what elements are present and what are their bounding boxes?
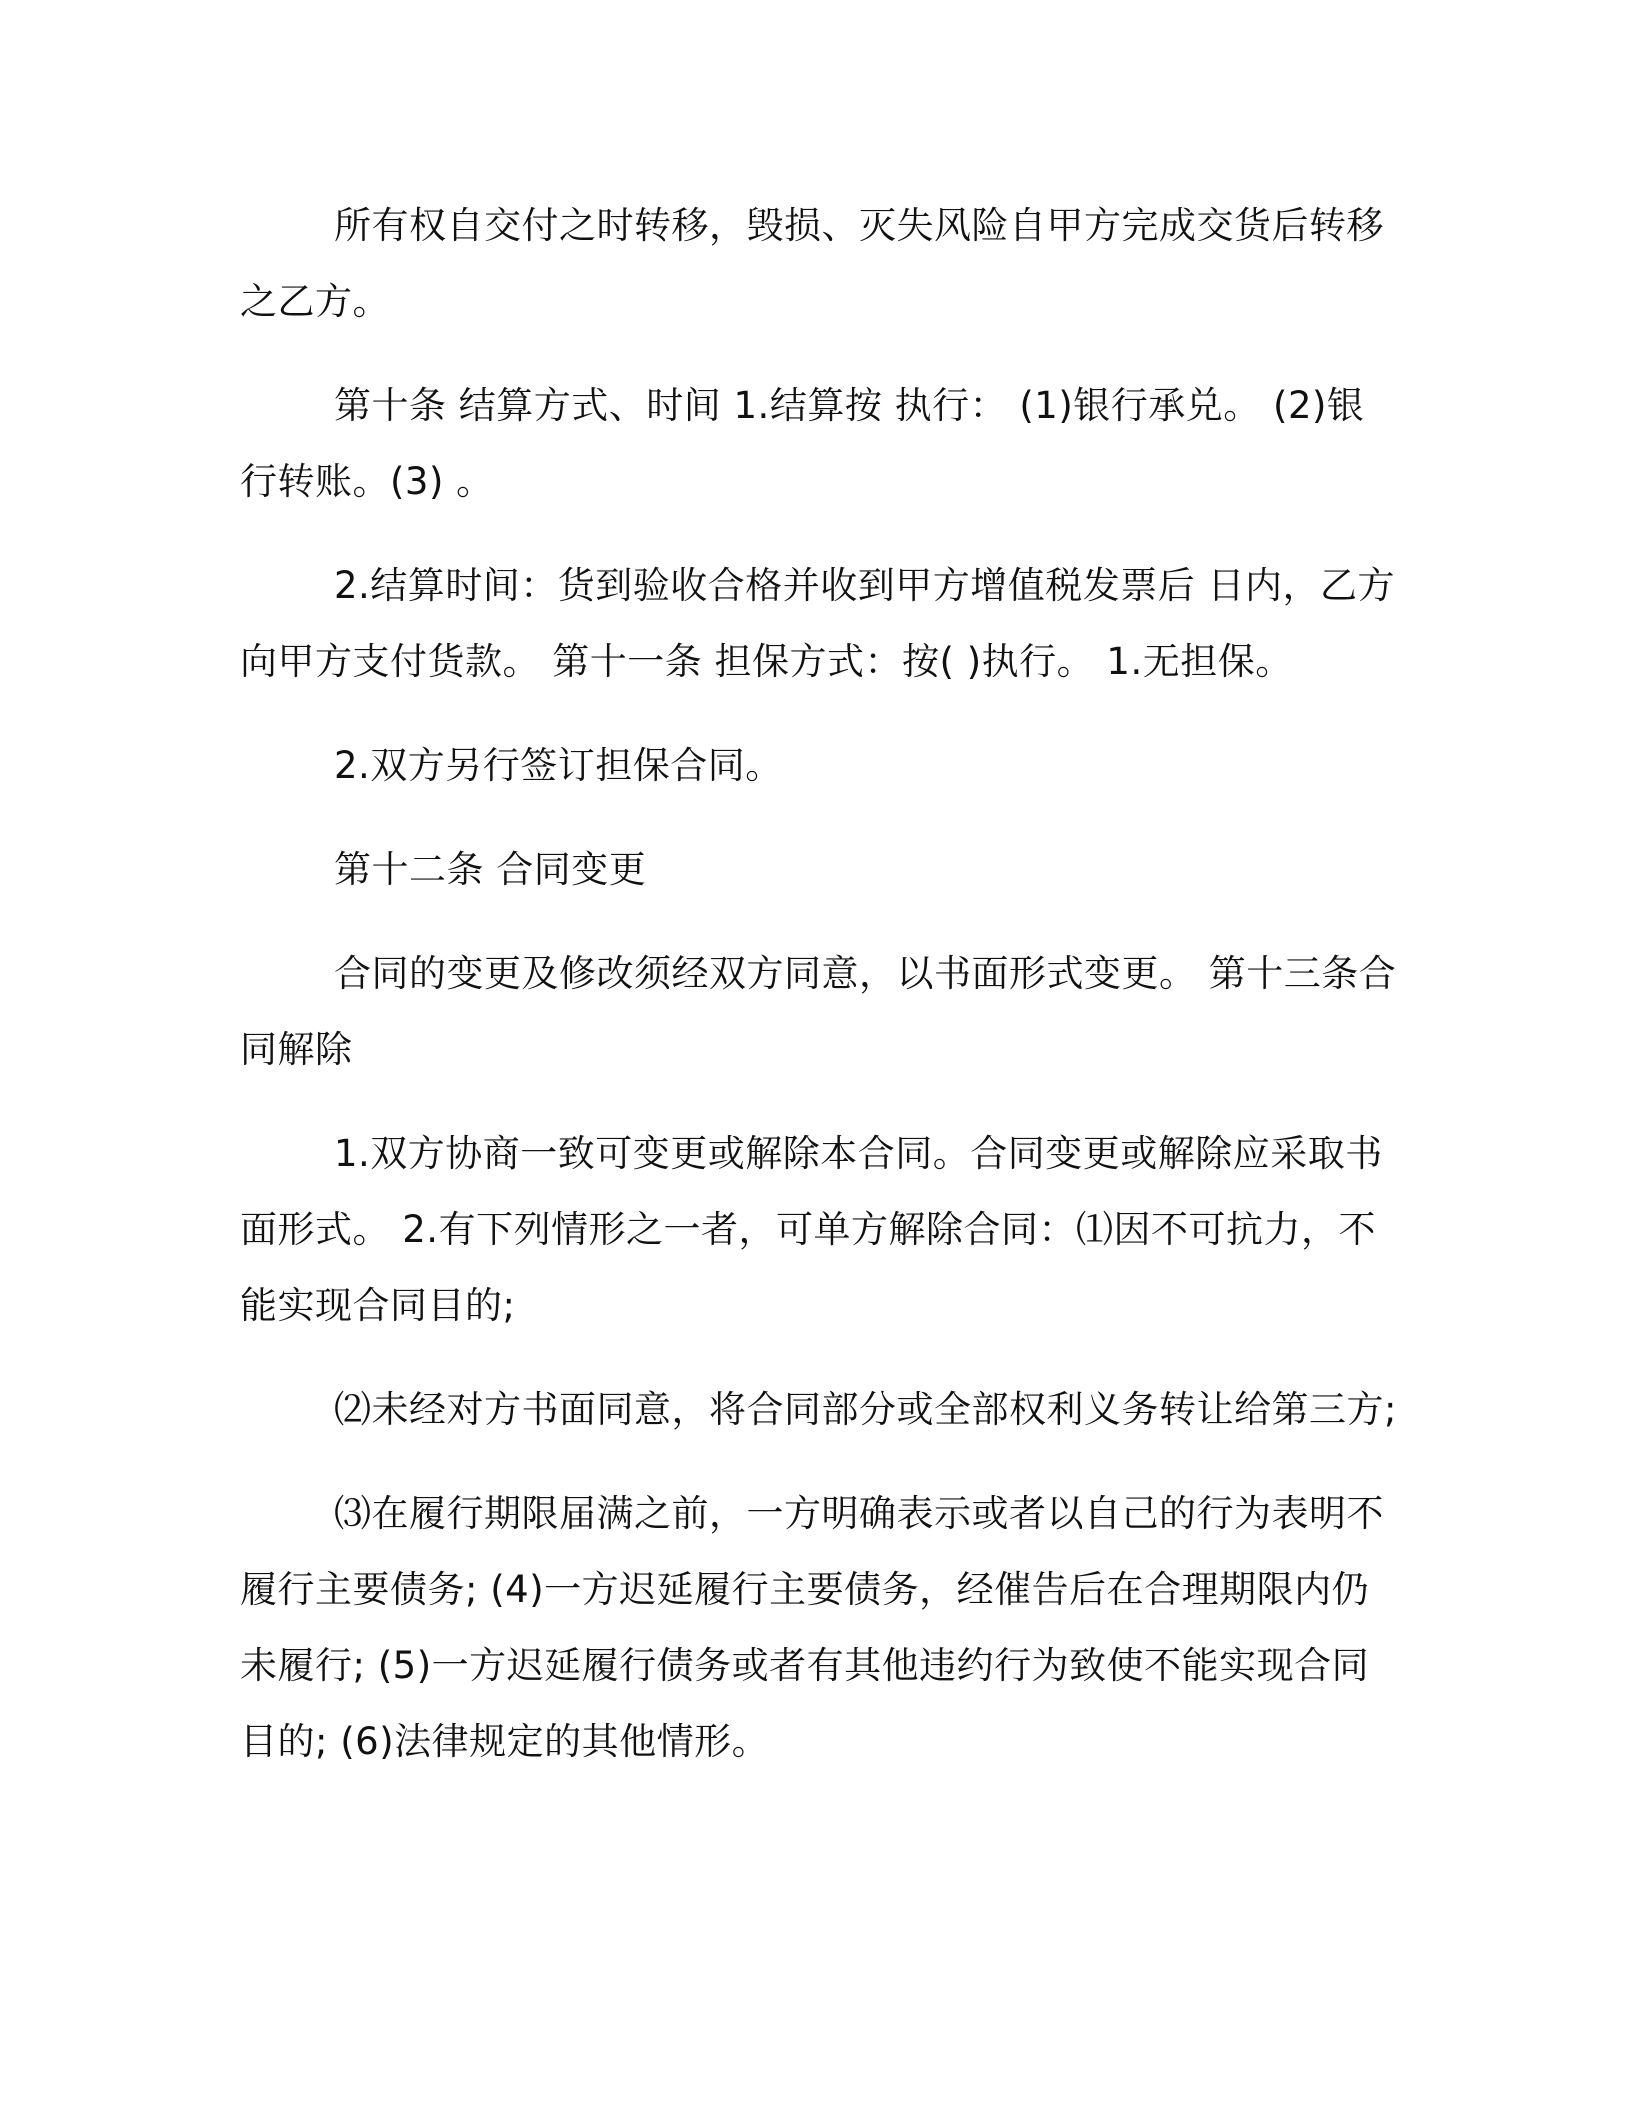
paragraph-termination-items-3-6: ⑶在履行期限届满之前，一方明确表示或者以自己的行为表明不履行主要债务; (4)一方迟延履行主要债务，经催告后在合理期限内仍未履行; (5)一方迟延履行债务或者有其他违约行为致使不能实现合同目的; (6)法律规定的其他情形。 [240,1492,1384,1763]
paragraph-ownership-transfer: 所有权自交付之时转移，毁损、灭失风险自甲方完成交货后转移之乙方。 [240,204,1384,323]
paragraph-article-12-heading: 第十二条 合同变更 [334,848,647,891]
paragraph-settlement-time-guarantee: 2.结算时间：货到验收合格并收到甲方增值税发票后 日内，乙方向甲方支付货款。 第十一条 担保方式：按( )执行。 1.无担保。 [240,564,1396,683]
paragraph-contract-change: 合同的变更及修改须经双方同意，以书面形式变更。 第十三条合同解除 [240,952,1397,1071]
paragraph-article-10-settlement: 第十条 结算方式、时间 1.结算按 执行： (1)银行承兑。 (2)银行转账。(3) 。 [240,384,1365,503]
document-page [240,188,1400,1808]
paragraph-termination-conditions: 1.双方协商一致可变更或解除本合同。合同变更或解除应采取书面形式。 2.有下列情形之一者，可单方解除合同：⑴因不可抗力，不能实现合同目的; [240,1132,1383,1327]
paragraph-guarantee-contract: 2.双方另行签订担保合同。 [334,744,783,787]
paragraph-termination-item-2: ⑵未经对方书面同意，将合同部分或全部权利义务转让给第三方; [334,1388,1397,1431]
